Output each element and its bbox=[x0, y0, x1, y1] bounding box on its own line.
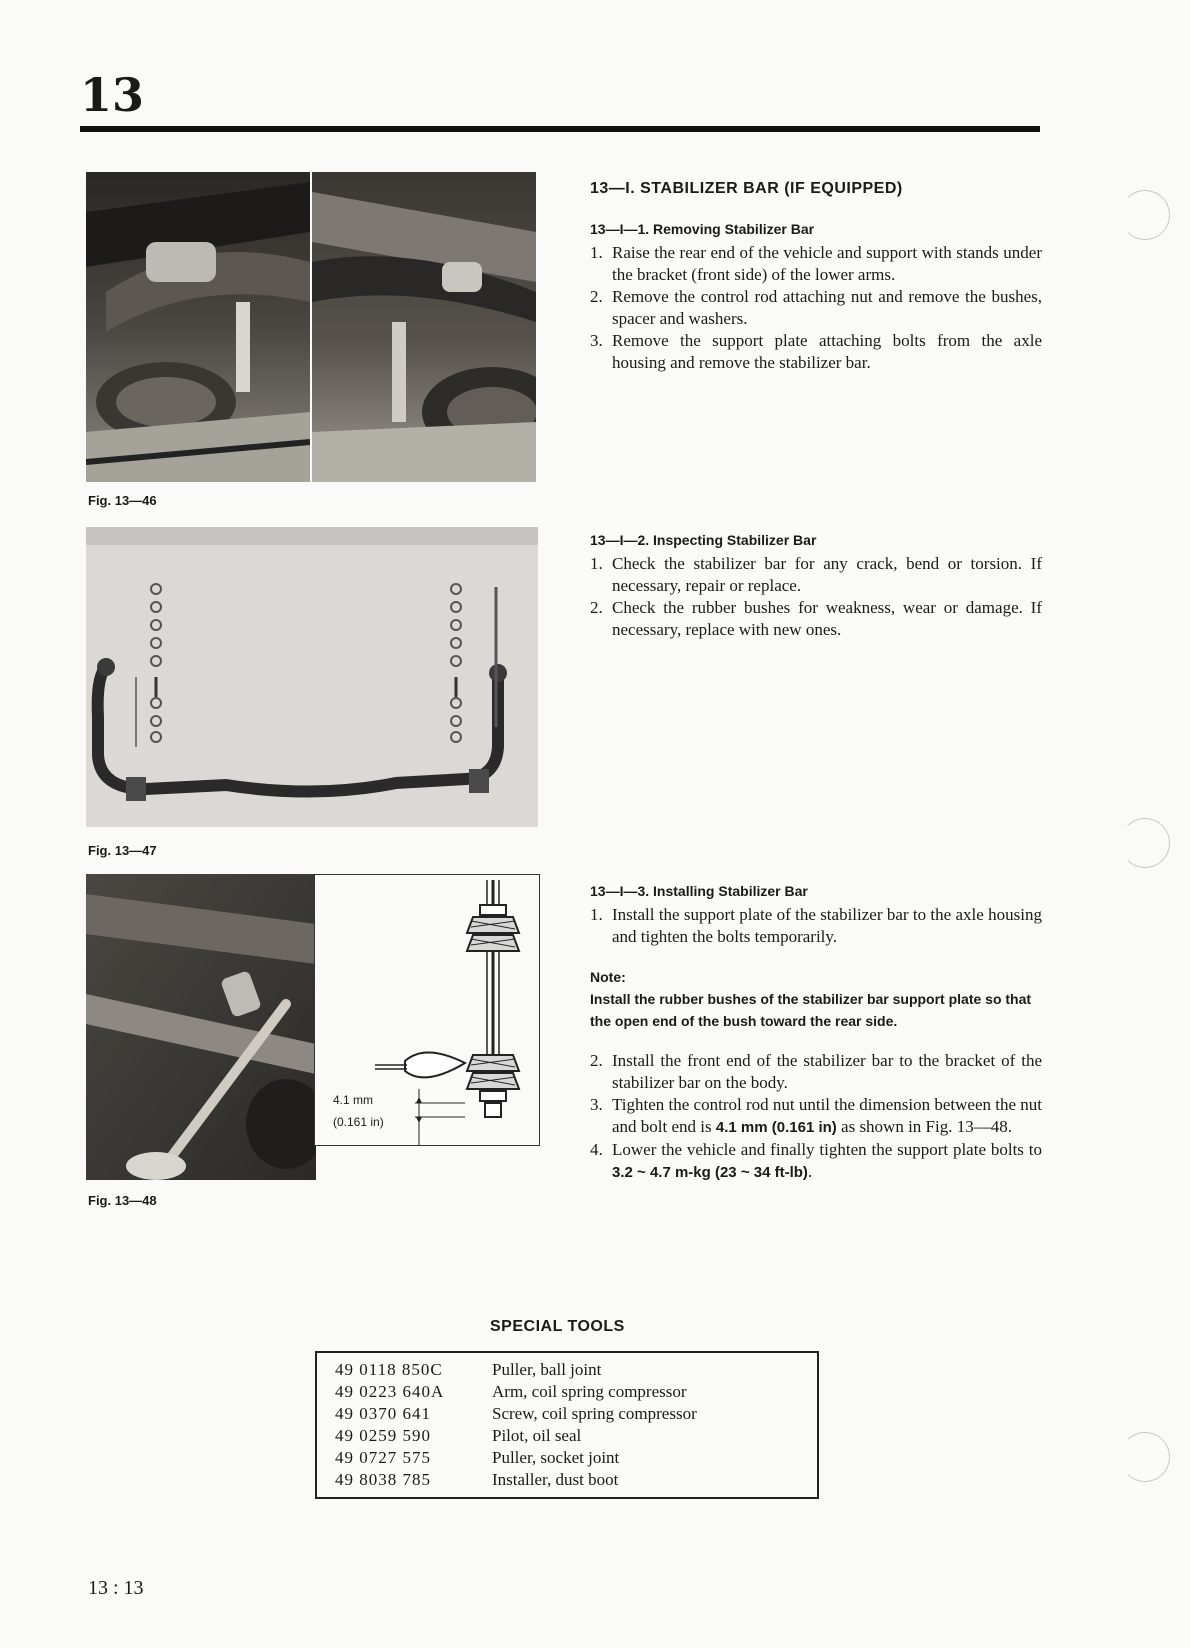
chapter-number: 13 bbox=[80, 68, 145, 122]
list-item: 3. Tighten the control rod nut until the dimension between the nut and bolt end is 4.1 mm (0.161 in) as shown in Fig. 13—48. bbox=[590, 1095, 1042, 1136]
list-item: 1. Install the support plate of the stabilizer bar to the axle housing and tighten the bolts temporarily. bbox=[590, 905, 1042, 946]
section-stabilizer-bar bbox=[590, 178, 1042, 374]
diagram-fig-47 bbox=[86, 527, 538, 827]
installing-title: 13—I—3. Installing Stabilizer Bar bbox=[590, 883, 808, 899]
diagram-fig-48 bbox=[314, 874, 540, 1146]
page-number: 13 : 13 bbox=[88, 1577, 144, 1599]
list-item: 1. Check the stabilizer bar for any crack, bend or torsion. If necessary, repair or replace. bbox=[590, 554, 1042, 595]
list-item: 3. Remove the support plate attaching bolts from the axle housing and remove the stabilizer bar. bbox=[590, 331, 1042, 372]
torque-value: 3.2 ~ 4.7 m-kg (23 ~ 34 ft-lb) bbox=[612, 1164, 808, 1181]
list-item: 4. Lower the vehicle and finally tighten the support plate bolts to 3.2 ~ 4.7 m-kg (23 ~ 34 ft-lb). bbox=[590, 1140, 1042, 1181]
note-heading: Note: bbox=[590, 969, 626, 985]
special-tools-title: SPECIAL TOOLS bbox=[490, 1318, 625, 1335]
removing-steps bbox=[590, 242, 1042, 374]
list-item: 1. Raise the rear end of the vehicle and support with stands under the bracket (front side) of the lower arms. bbox=[590, 243, 1042, 284]
figure-caption-46: Fig. 13—46 bbox=[88, 493, 157, 508]
inspecting-steps bbox=[590, 553, 1042, 641]
note-body: Install the rubber bushes of the stabilizer bar support plate so that the open end of the bush toward the rear side. bbox=[590, 991, 1032, 1029]
removing-title: 13—I—1. Removing Stabilizer Bar bbox=[590, 221, 815, 237]
installing-steps-a bbox=[590, 904, 1042, 948]
table-row: 49 0370 641 Screw, coil spring compressor bbox=[335, 1404, 697, 1423]
binder-hole bbox=[1120, 818, 1170, 868]
figure-caption-47: Fig. 13—47 bbox=[88, 843, 157, 858]
chapter-rule bbox=[80, 126, 1040, 132]
binder-hole bbox=[1120, 190, 1170, 240]
photo-fig-48 bbox=[86, 874, 316, 1180]
table-row: 49 0259 590 Pilot, oil seal bbox=[335, 1426, 582, 1445]
special-tools-table bbox=[315, 1351, 819, 1499]
table-row: 49 8038 785 Installer, dust boot bbox=[335, 1470, 619, 1489]
dimension-in-label: (0.161 in) bbox=[333, 1115, 384, 1129]
table-row: 49 0118 850C Puller, ball joint bbox=[335, 1360, 602, 1379]
figure-caption-48: Fig. 13—48 bbox=[88, 1193, 157, 1208]
photo-fig-46-left bbox=[86, 172, 310, 482]
photo-fig-46-right bbox=[312, 172, 536, 482]
section-inspecting bbox=[590, 529, 1042, 641]
section-title: 13—I. STABILIZER BAR (IF EQUIPPED) bbox=[590, 180, 903, 197]
binder-hole bbox=[1120, 1432, 1170, 1482]
list-item: 2. Check the rubber bushes for weakness, wear or damage. If necessary, replace with new ones. bbox=[590, 598, 1042, 639]
list-item: 2. Remove the control rod attaching nut and remove the bushes, spacer and washers. bbox=[590, 287, 1042, 328]
dimension-value: 4.1 mm (0.161 in) bbox=[715, 1119, 837, 1136]
table-row: 49 0727 575 Puller, socket joint bbox=[335, 1448, 620, 1467]
table-row: 49 0223 640A Arm, coil spring compressor bbox=[335, 1382, 687, 1401]
installing-steps-b bbox=[590, 1050, 1042, 1184]
list-item: 2. Install the front end of the stabilizer bar to the bracket of the stabilizer bar on the body. bbox=[590, 1051, 1042, 1092]
section-installing bbox=[590, 880, 1042, 1184]
inspecting-title: 13—I—2. Inspecting Stabilizer Bar bbox=[590, 532, 817, 548]
dimension-mm-label: 4.1 mm bbox=[333, 1093, 374, 1107]
